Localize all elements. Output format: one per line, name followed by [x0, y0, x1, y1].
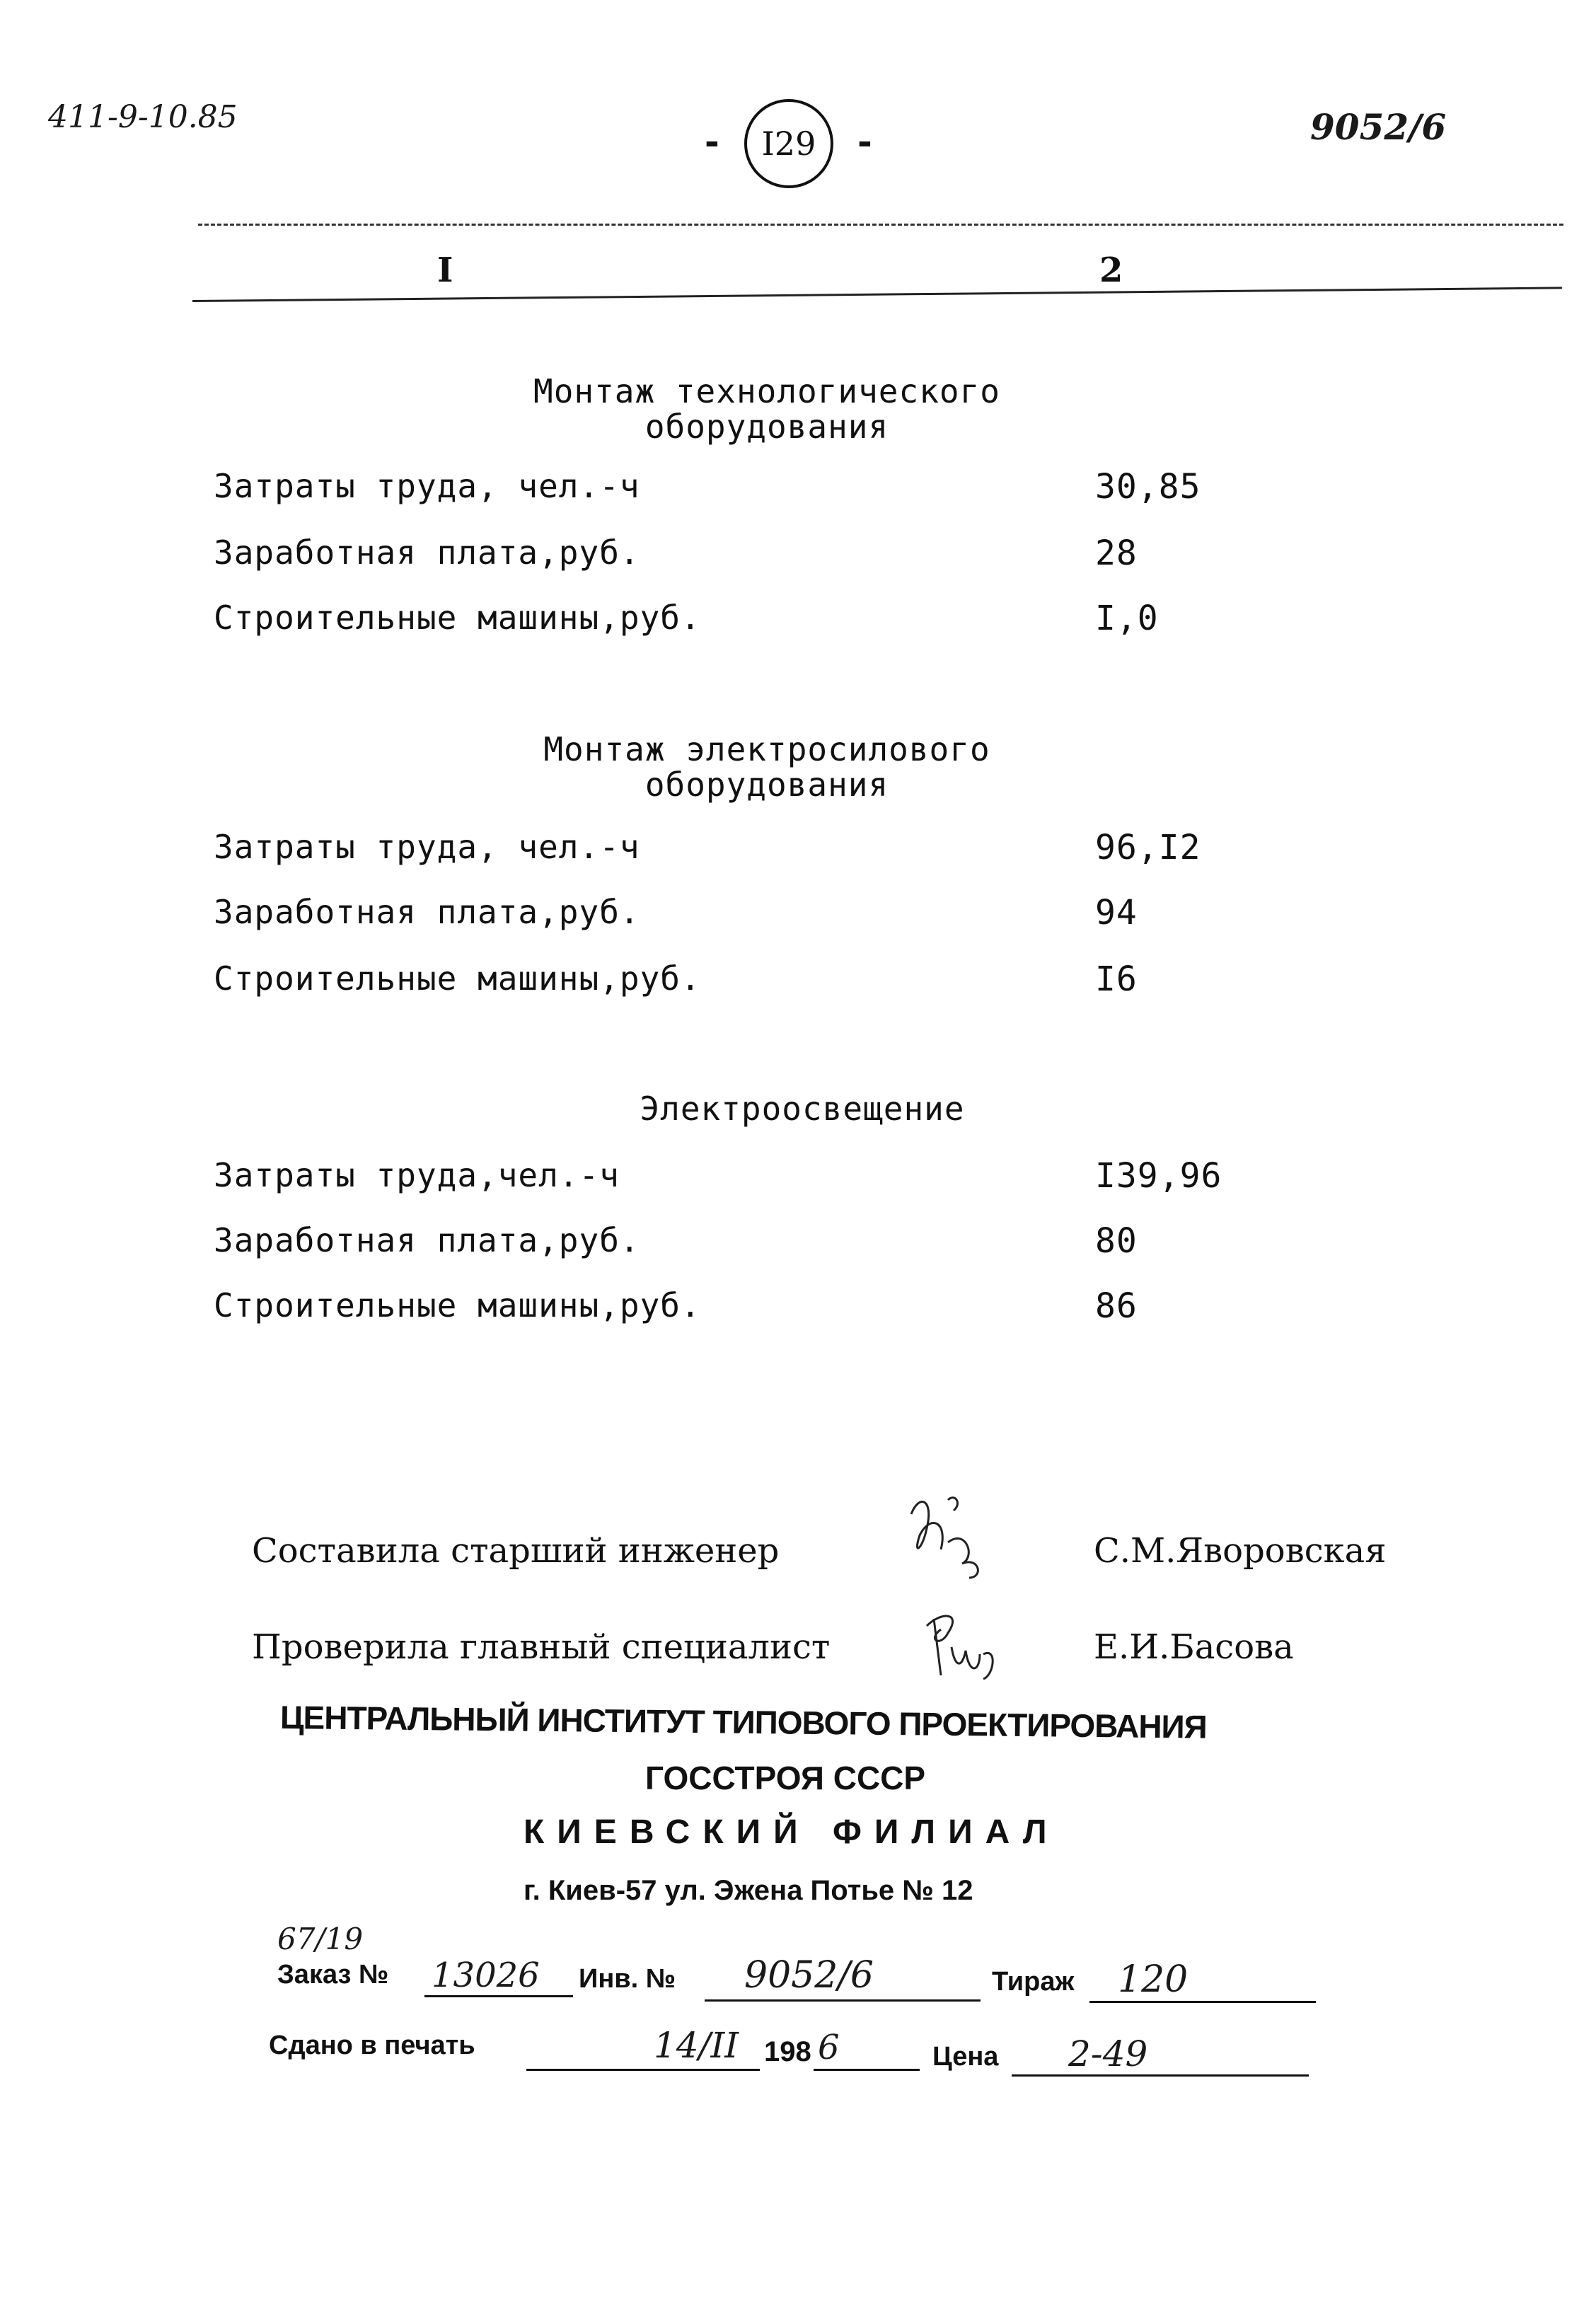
handwritten-note: 67/19 — [277, 1922, 364, 1956]
row-label: Затраты труда, чел.-ч — [214, 467, 640, 505]
row-value: 28 — [1095, 533, 1138, 573]
section-title — [449, 732, 1085, 802]
row-value: 30,85 — [1095, 467, 1201, 507]
row-value: I6 — [1095, 959, 1138, 999]
inventory-field — [705, 1954, 981, 2002]
section-title-line2: оборудования — [644, 766, 889, 804]
print-year-suffix: 6 — [818, 2028, 840, 2067]
row-label: Затраты труда, чел.-ч — [214, 828, 640, 866]
print-year-field — [814, 2028, 920, 2071]
row-label: Заработная плата,руб. — [214, 533, 640, 572]
institute-name: ЦЕНТРАЛЬНЫЙ ИНСТИТУТ ТИПОВОГО ПРОЕКТИРОВАНИЯ — [279, 1699, 1207, 1745]
row-label: Заработная плата,руб. — [214, 893, 640, 931]
compiler-name: С.М.Яворовская — [1094, 1531, 1387, 1571]
price-label: Цена — [932, 2042, 999, 2072]
row-label: Заработная плата,руб. — [214, 1221, 640, 1259]
print-date-value: 14/II — [654, 2025, 739, 2066]
inventory-label: Инв. № — [579, 1964, 676, 1994]
order-value: 13026 — [432, 1956, 540, 1995]
print-date-label: Сдано в печать — [269, 2031, 475, 2060]
inventory-value: 9052/6 — [744, 1954, 874, 1997]
print-run-value: 120 — [1118, 1958, 1189, 2001]
price-field — [1012, 2033, 1309, 2077]
page-dash-right: - — [857, 122, 872, 163]
row-value: I39,96 — [1095, 1156, 1222, 1196]
table-header-rule — [192, 287, 1562, 302]
reviewer-name: Е.И.Басова — [1094, 1627, 1294, 1667]
column-header-1: I — [437, 250, 453, 290]
compiler-role: Составила старший инженер — [252, 1531, 780, 1571]
row-value: I,0 — [1095, 599, 1159, 638]
section-title-line1: Электроосвещение — [640, 1090, 965, 1128]
page-number-circle — [744, 99, 833, 188]
section-title-line1: Монтаж электросилового — [543, 730, 990, 768]
page-dash-left: - — [705, 122, 719, 163]
row-value: 86 — [1095, 1286, 1138, 1326]
row-value: 94 — [1095, 893, 1138, 933]
document-code: 411-9-10.85 — [48, 99, 238, 135]
row-label: Строительные машины,руб. — [214, 1286, 701, 1324]
print-run-field — [1089, 1958, 1316, 2003]
section-title — [449, 374, 1085, 444]
reviewer-role: Проверила главный специалист — [252, 1627, 831, 1667]
price-value: 2-49 — [1068, 2033, 1148, 2074]
row-label: Строительные машины,руб. — [214, 959, 701, 998]
institute-ministry: ГОССТРОЯ СССР — [645, 1760, 926, 1796]
row-label: Строительные машины,руб. — [214, 599, 701, 637]
row-value: 96,I2 — [1095, 828, 1201, 867]
print-date-field — [526, 2025, 760, 2071]
section-title — [484, 1091, 1121, 1126]
section-title-line2: оборудования — [644, 408, 889, 446]
institute-address: г. Киев-57 ул. Эжена Потье № 12 — [524, 1875, 973, 1906]
print-run-label: Тираж — [992, 1967, 1075, 1997]
archive-number: 9052/6 — [1310, 106, 1447, 148]
compiler-signature — [898, 1486, 1012, 1585]
order-field — [424, 1956, 573, 1997]
print-year-prefix: 198 — [764, 2036, 811, 2067]
table-top-rule — [198, 224, 1563, 226]
section-title-line1: Монтаж технологического — [533, 372, 1000, 410]
column-header-2: 2 — [1099, 250, 1123, 290]
institute-branch: КИЕВСКИЙ ФИЛИАЛ — [524, 1813, 1060, 1851]
row-value: 80 — [1095, 1221, 1138, 1261]
order-label: Заказ № — [277, 1960, 389, 1990]
page-number: I29 — [761, 125, 816, 163]
reviewer-signature — [913, 1598, 1012, 1690]
row-label: Затраты труда,чел.-ч — [214, 1156, 620, 1194]
